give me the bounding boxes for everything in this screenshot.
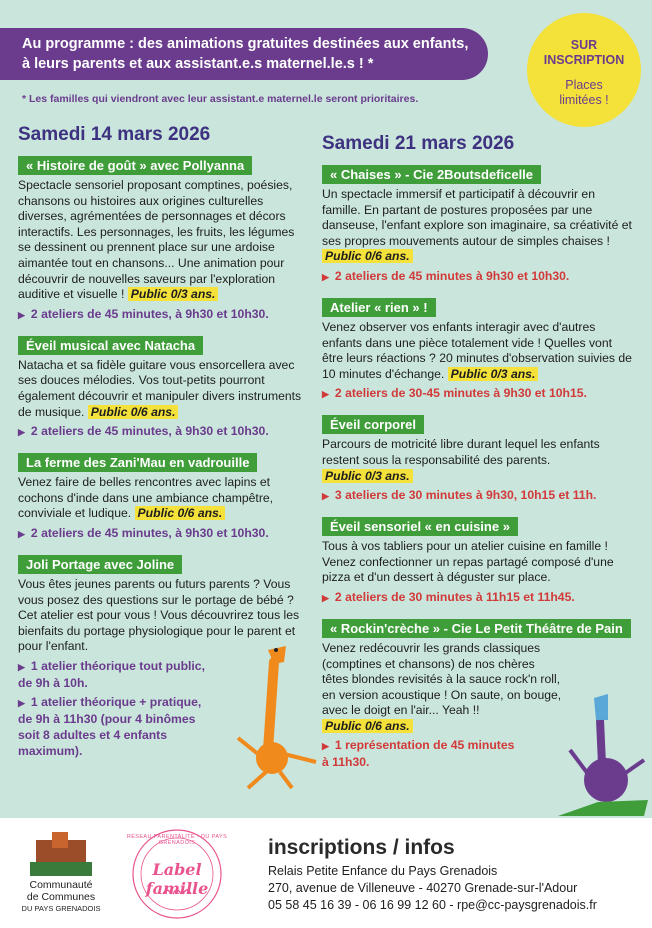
session-text: 1 représentation de 45 minutes à 11h30.: [322, 738, 515, 770]
left-date: Samedi 14 mars 2026: [18, 124, 211, 145]
event-desc-text: Spectacle sensoriel proposant comptines, poésies, chansons ou histoires aux origines culturelles diverses, agrémentées de personnages et décors interactifs. Les personnages, les fruits, les légumes se dessinent ou prennent place sur une ardoise aimantée tout en chansons... Une animation pour découvrir de nouvelles saveurs par l'exploration auditive et visuelle !: [18, 178, 295, 302]
event-title: « Histoire de goût » avec Pollyanna: [18, 156, 252, 175]
event-desc: Vous êtes jeunes parents ou futurs parents ? Vous vous posez des questions sur le portage de bébé ? Cet atelier est pour vous ! Vous découvrirez tous les bienfaits du portage physiologique pour le parent et pour l'enfant.: [18, 576, 300, 654]
session-text: 2 ateliers de 45 minutes, à 9h30 et 10h30.: [30, 424, 269, 439]
event-ferme-zanimau: [18, 453, 306, 542]
triangle-icon: ▶: [18, 309, 25, 320]
priority-note: * Les familles qui viendront avec leur assistant.e maternel.le seront prioritaires.: [22, 93, 419, 105]
event-session: [18, 525, 306, 542]
triangle-icon: ▶: [18, 427, 25, 438]
event-desc-text: Venez faire de belles rencontres avec lapins et cochons d'inde dans une ambiance champêtre, conviviale et ludique.: [18, 475, 274, 521]
event-chaises: [322, 165, 634, 285]
logo1-line1: Communauté: [29, 879, 93, 891]
contact-line3: 05 58 45 16 39 - 06 16 99 12 60 - rpe@cc-paysgrenadois.fr: [268, 898, 597, 912]
event-desc-text: Natacha et sa fidèle guitare vous ensorcellera avec ses douces mélodies. Vos tout-petits pourront également découvrir et manipuler divers instruments de musique.: [18, 357, 302, 419]
badge-line2: INSCRIPTION: [543, 53, 625, 67]
event-session: [322, 487, 634, 504]
event-session: [18, 306, 306, 323]
event-desc-text: Un spectacle immersif et participatif à découvrir en famille. En partant de postures proposées par une danseuse, l'enfant explore son imaginaire, sa créativité et ses propres mouvements autour de simples chaises !: [322, 187, 632, 248]
public-tag: Public 0/3 ans.: [448, 367, 539, 381]
triangle-icon: ▶: [322, 491, 329, 502]
session-text: 1 atelier théorique tout public, de 9h à 10h.: [18, 658, 205, 690]
event-title: Atelier « rien » !: [322, 298, 436, 317]
public-tag: Public 0/6 ans.: [88, 405, 179, 419]
session-text: 1 atelier théorique + pratique, de 9h à 11h30 (pour 4 binômes soit 8 adultes et 4 enfants maximum).: [18, 694, 202, 758]
event-histoire-de-gout: [18, 156, 306, 323]
event-desc-text: Venez observer vos enfants interagir avec d'autres enfants dans une pièce totalement vide ! Quelles vont être leurs réactions ? 20 minutes d'observation suivies de 10 minutes d'échange.: [322, 319, 632, 381]
event-session: [322, 268, 634, 285]
badge-line3: Places: [565, 78, 603, 92]
orange-character-illustration: [228, 642, 324, 792]
session-text: 2 ateliers de 45 minutes, à 9h30 et 10h30.: [30, 306, 269, 321]
event-desc: [322, 437, 634, 484]
triangle-icon: ▶: [322, 389, 329, 400]
header-banner: [0, 28, 488, 80]
event-title: Éveil sensoriel « en cuisine »: [322, 517, 518, 536]
contact-line1: Relais Petite Enfance du Pays Grenadois: [268, 864, 498, 878]
event-session: [322, 589, 634, 606]
event-title: Éveil musical avec Natacha: [18, 336, 203, 355]
event-session: [322, 737, 522, 770]
event-desc: [322, 320, 634, 382]
event-desc: [322, 187, 634, 265]
event-eveil-musical: [18, 336, 306, 440]
event-session: [322, 385, 634, 402]
public-tag: Public 0/3 ans.: [322, 469, 413, 483]
banner-text: Au programme : des animations gratuites destinées aux enfants, à leurs parents et aux assistant.e.s maternel.le.s ! *: [22, 36, 469, 72]
inscription-badge: [527, 13, 641, 127]
event-session: [18, 423, 306, 440]
event-desc-text: Parcours de motricité libre durant lequel les enfants restent sous la responsabilité des parents.: [322, 437, 600, 467]
event-session-1: [18, 658, 218, 691]
triangle-icon: ▶: [322, 741, 329, 752]
session-text: 2 ateliers de 45 minutes à 9h30 et 10h30.: [334, 268, 570, 283]
label-famille-logo: [119, 824, 235, 924]
logo1-line3: DU PAYS GRENADOIS: [21, 904, 101, 913]
event-desc: [18, 358, 306, 420]
event-desc: Tous à vos tabliers pour un atelier cuisine en famille ! Venez confectionner un repas partagé composé d'une pizza et d'un dessert à déguster sur place.: [322, 539, 614, 585]
session-text: 2 ateliers de 30-45 minutes à 9h30 et 10h15.: [334, 386, 587, 401]
event-atelier-rien: [322, 298, 634, 402]
event-title: « Rockin'crèche » - Cie Le Petit Théâtre de Pain: [322, 619, 631, 638]
event-desc: [18, 475, 306, 522]
castle-logo-icon: [30, 830, 92, 876]
event-eveil-sensoriel: [322, 517, 634, 606]
event-session-2: [18, 694, 218, 759]
label-famille-text: Label famille: [145, 860, 209, 898]
logo1-line2: de Communes: [26, 891, 96, 903]
event-title: La ferme des Zani'Mau en vadrouille: [18, 453, 257, 472]
triangle-icon: ▶: [18, 661, 25, 672]
event-title: Joli Portage avec Joline: [18, 555, 182, 574]
right-date: Samedi 21 mars 2026: [322, 133, 515, 154]
public-tag: Public 0/3 ans.: [128, 287, 219, 301]
triangle-icon: ▶: [18, 528, 25, 539]
badge-line4: limitées !: [559, 93, 609, 107]
contact-line2: 270, avenue de Villeneuve - 40270 Grenade-sur-l'Adour: [268, 881, 578, 895]
public-tag: Public 0/6 ans.: [135, 506, 226, 520]
event-desc-text: Venez redécouvrir les grands classiques (comptines et chansons) de nos chères têtes blondes revisités à la sauce rock'n roll, en version acoustique ! On saute, on bouge, avec le doigt en l'air... Yeah !!: [322, 640, 562, 718]
triangle-icon: ▶: [322, 592, 329, 603]
label-famille-ring-text: RÉSEAU PARENTALITÉ · DU PAYS GRENADOIS: [126, 834, 228, 846]
purple-character-illustration: [548, 690, 652, 818]
event-title: Éveil corporel: [322, 415, 424, 434]
event-title: « Chaises » - Cie 2Boutsdeficelle: [322, 165, 541, 184]
communaute-logo: [20, 830, 102, 915]
right-column: [322, 133, 634, 783]
contact-info: [268, 836, 597, 914]
public-tag: Public 0/6 ans.: [322, 719, 413, 733]
public-tag: Public 0/6 ans.: [322, 249, 413, 263]
triangle-icon: ▶: [322, 271, 329, 282]
event-desc: [322, 641, 562, 735]
event-eveil-corporel: [322, 415, 634, 504]
footer: [0, 818, 652, 928]
session-text: 2 ateliers de 45 minutes, à 9h30 et 10h30.: [30, 525, 269, 540]
event-desc: [18, 178, 306, 303]
triangle-icon: ▶: [18, 697, 25, 708]
badge-line1: SUR: [570, 38, 598, 52]
session-text: 2 ateliers de 30 minutes à 11h15 et 11h45.: [334, 589, 575, 604]
session-text: 3 ateliers de 30 minutes à 9h30, 10h15 et 11h.: [334, 488, 597, 503]
contact-heading: inscriptions / infos: [268, 836, 455, 859]
